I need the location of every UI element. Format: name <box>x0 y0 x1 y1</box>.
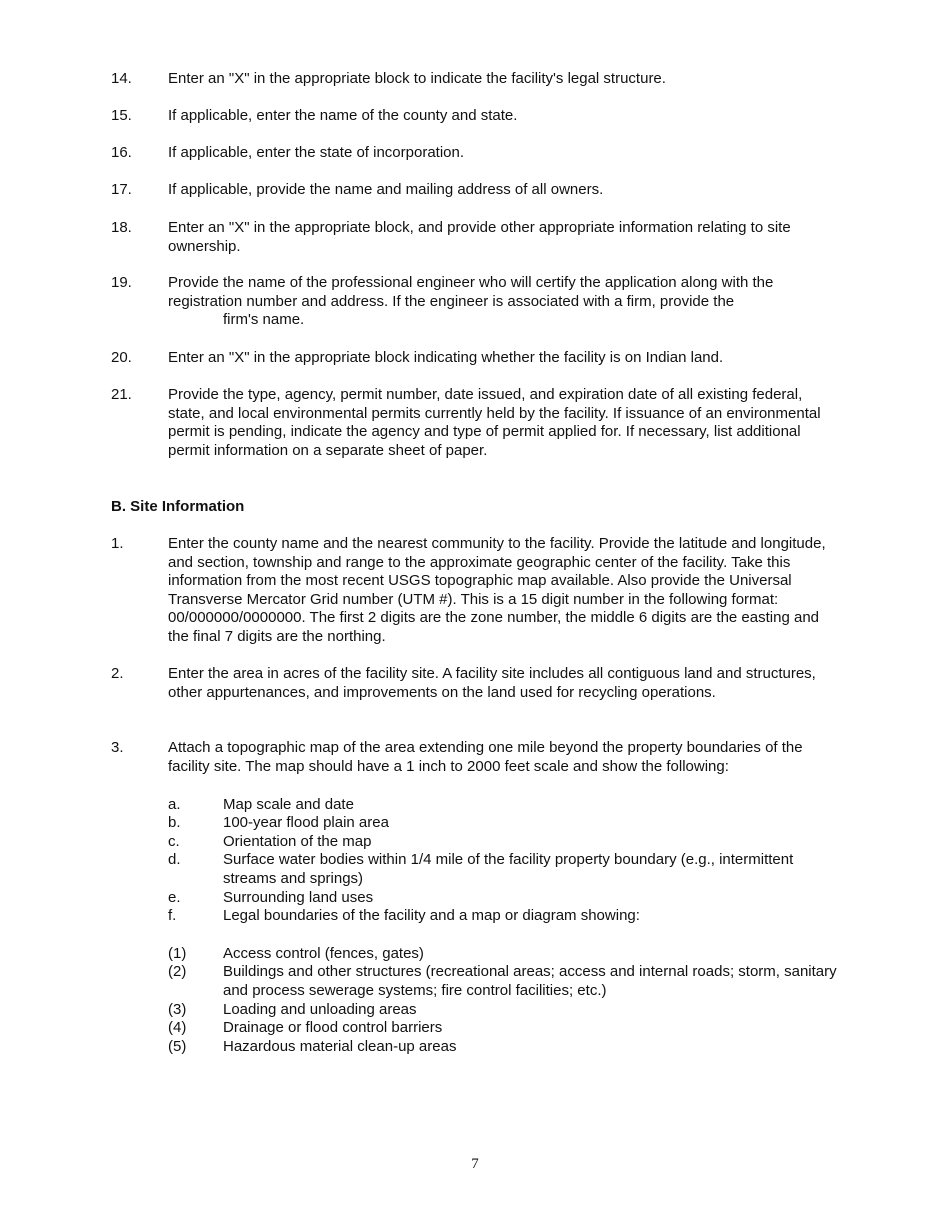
sub-item-label: (1) <box>168 945 187 962</box>
sub-item-e <box>168 889 838 908</box>
sub-item-2 <box>168 963 838 1000</box>
sub-item-a <box>168 796 838 815</box>
item-text: Enter an "X" in the appropriate block, and provide other appropriate information relating to site ownership. <box>168 219 791 255</box>
list-item-b1 <box>111 535 841 646</box>
list-item-21 <box>111 386 841 460</box>
sub-item-text: Legal boundaries of the facility and a map or diagram showing: <box>223 907 640 924</box>
item-text: Enter an "X" in the appropriate block to indicate the facility's legal structure. <box>168 70 666 87</box>
sub-item-3 <box>168 1001 838 1020</box>
list-item-16 <box>111 144 841 163</box>
item-text: Provide the type, agency, permit number, date issued, and expiration date of all existing federal, state, and local environmental permits currently held by the facility. If issuance of an environmental permit is pending, indicate the agency and type of permit applied for. If necessary, list additional permit information on a separate sheet of paper. <box>168 386 821 459</box>
sub-item-d <box>168 851 838 888</box>
sub-item-1 <box>168 945 838 964</box>
item-text-continued: firm's name. <box>223 311 305 328</box>
item-number: 15. <box>111 107 132 124</box>
list-item-20 <box>111 349 841 368</box>
item-text-main: Provide the name of the professional engineer who will certify the application along with the registration number and address. If the engineer is associated with a firm, provide the <box>168 274 774 310</box>
item-number: 20. <box>111 349 132 366</box>
section-heading: B. Site Information <box>111 498 245 515</box>
sub-item-text: Surrounding land uses <box>223 889 374 906</box>
sub-item-text: Hazardous material clean-up areas <box>223 1038 457 1055</box>
sub-item-5 <box>168 1038 838 1057</box>
sub-item-text: Drainage or flood control barriers <box>223 1019 443 1036</box>
item-text: Enter the county name and the nearest community to the facility. Provide the latitude and longitude, and section, township and range to the approximate geographic center of the facility. Take this information from the most recent USGS topographic map available. Also provide the Universal Transverse Mercator Grid number (UTM #). This is a 15 digit number in the following format: 00/000000/0000000. The first 2 digits are the zone number, the middle 6 digits are the easting and the final 7 digits are the northing. <box>168 535 826 645</box>
sub-item-text: Map scale and date <box>223 796 354 813</box>
sub-item-text: 100-year flood plain area <box>223 814 389 831</box>
item-text: Attach a topographic map of the area extending one mile beyond the property boundaries of the facility site. The map should have a 1 inch to 2000 feet scale and show the following: <box>168 739 803 775</box>
sub-item-4 <box>168 1019 838 1038</box>
item-number: 18. <box>111 219 132 236</box>
list-item-17 <box>111 181 841 200</box>
list-item-19 <box>111 274 841 330</box>
item-text: If applicable, enter the state of incorporation. <box>168 144 465 161</box>
list-item-b3 <box>111 739 841 776</box>
item-number: 14. <box>111 70 132 87</box>
sub-item-label: b. <box>168 814 181 831</box>
sub-item-text: Surface water bodies within 1/4 mile of the facility property boundary (e.g., intermittent streams and springs) <box>223 851 794 887</box>
item-text: If applicable, enter the name of the county and state. <box>168 107 518 124</box>
sub-item-text: Access control (fences, gates) <box>223 945 424 962</box>
sub-item-c <box>168 833 838 852</box>
sub-item-text: Buildings and other structures (recreational areas; access and internal roads; storm, sanitary and process sewerage systems; fire control facilities; etc.) <box>223 963 837 999</box>
item-text <box>168 274 841 330</box>
sub-item-label: a. <box>168 796 181 813</box>
sub-item-text: Loading and unloading areas <box>223 1001 417 1018</box>
sub-item-label: (4) <box>168 1019 187 1036</box>
item-number: 3. <box>111 739 124 756</box>
list-item-15 <box>111 107 841 126</box>
sub-item-text: Orientation of the map <box>223 833 372 850</box>
list-item-b2 <box>111 665 841 702</box>
item-text: Enter the area in acres of the facility site. A facility site includes all contiguous land and structures, other appurtenances, and improvements on the land used for recycling operations. <box>168 665 816 701</box>
sub-item-label: d. <box>168 851 181 868</box>
page-number: 7 <box>471 1156 479 1172</box>
sub-item-label: (2) <box>168 963 187 980</box>
list-item-14 <box>111 70 841 89</box>
sub-item-f <box>168 907 838 926</box>
list-item-18 <box>111 219 841 256</box>
sub-item-b <box>168 814 838 833</box>
sub-item-label: (3) <box>168 1001 187 1018</box>
item-number: 19. <box>111 274 132 291</box>
sub-item-label: f. <box>168 907 177 924</box>
item-number: 16. <box>111 144 132 161</box>
item-text: If applicable, provide the name and mailing address of all owners. <box>168 181 604 198</box>
item-number: 1. <box>111 535 124 552</box>
sub-item-label: e. <box>168 889 181 906</box>
sub-item-label: c. <box>168 833 180 850</box>
item-number: 21. <box>111 386 132 403</box>
item-number: 2. <box>111 665 124 682</box>
sub-item-label: (5) <box>168 1038 187 1055</box>
item-number: 17. <box>111 181 132 198</box>
item-text: Enter an "X" in the appropriate block indicating whether the facility is on Indian land. <box>168 349 724 366</box>
